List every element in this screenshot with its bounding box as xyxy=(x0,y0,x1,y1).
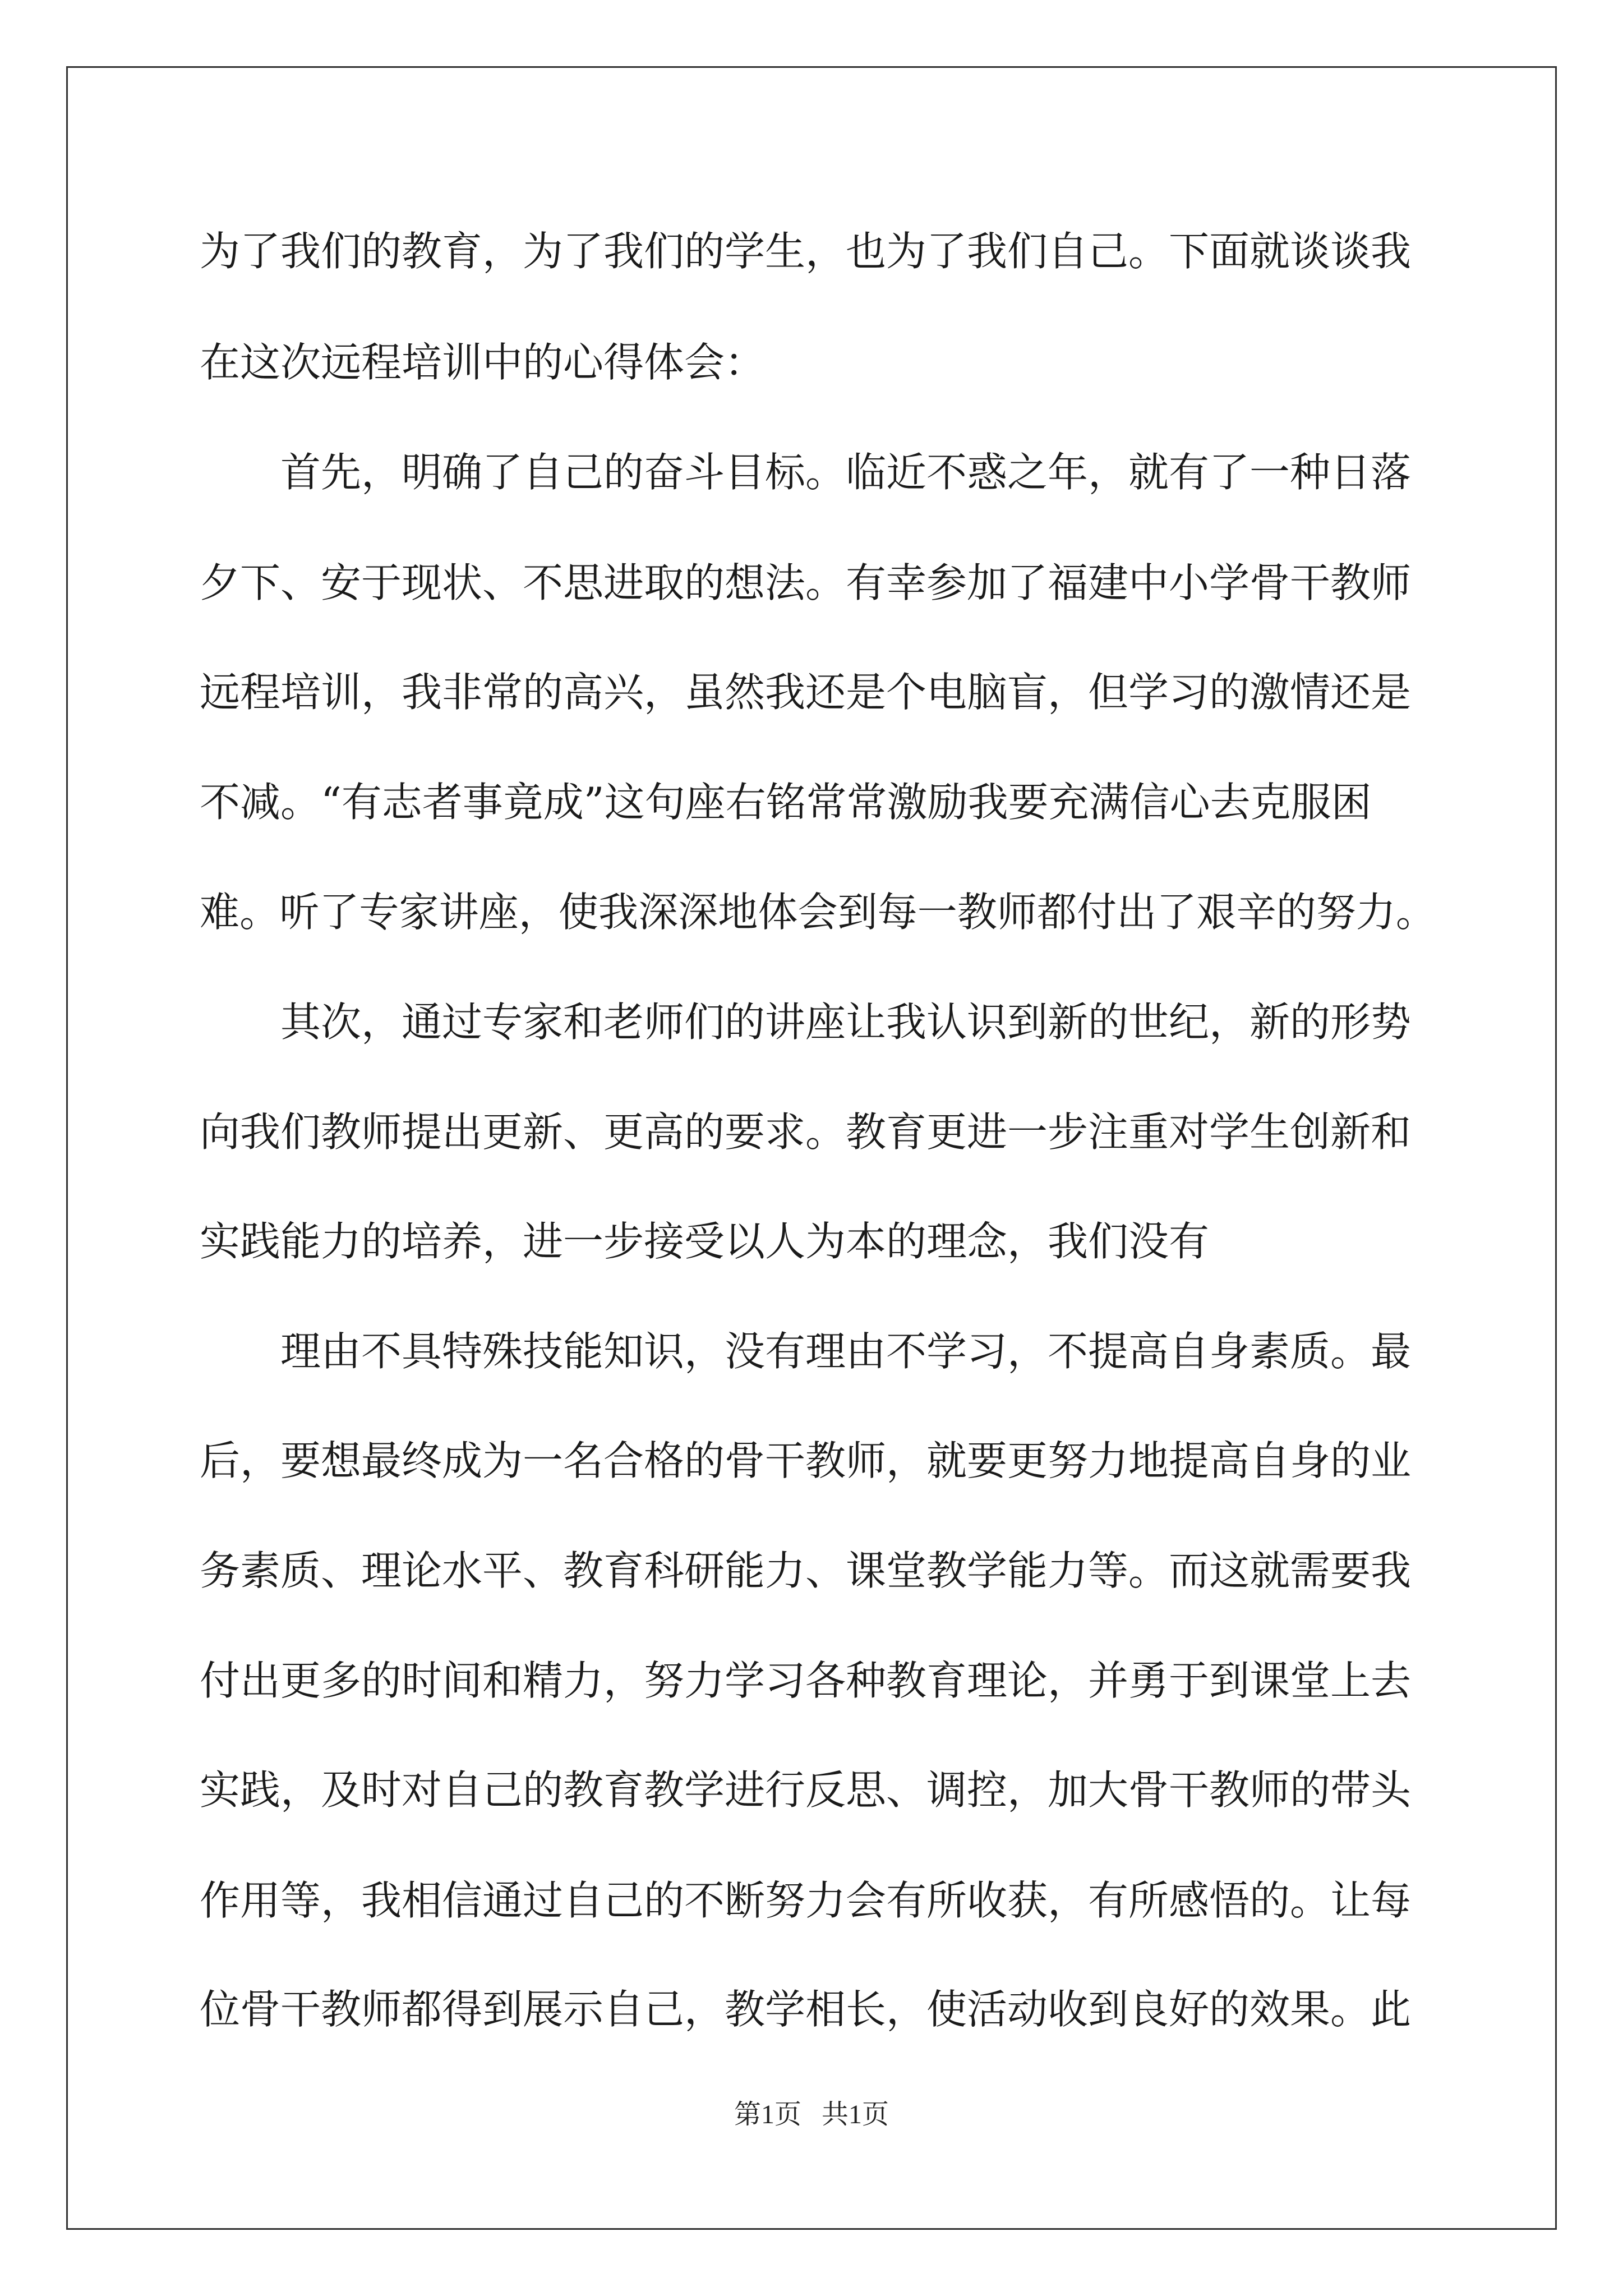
text-line: 付出更多的时间和精力，努力学习各种教育理论，并勇于到课堂上去 xyxy=(200,1657,1412,1704)
text-line: 务素质、理论水平、教育科研能力、课堂教学能力等。而这就需要我 xyxy=(200,1547,1412,1594)
text-line: 在这次远程培训中的心得体会： xyxy=(200,339,766,386)
text-line: 不减。“有志者事竟成”这句座右铭常常激励我要充满信心去克服困 xyxy=(200,779,1372,826)
text-line: 为了我们的教育，为了我们的学生，也为了我们自己。下面就谈谈我 xyxy=(200,228,1412,275)
text-line: 向我们教师提出更新、更高的要求。教育更进一步注重对学生创新和 xyxy=(200,1108,1412,1156)
text-line: 首先，明确了自己的奋斗目标。临近不惑之年，就有了一种日落 xyxy=(280,449,1412,496)
text-line: 作用等，我相信通过自己的不断努力会有所收获，有所感悟的。让每 xyxy=(200,1877,1412,1924)
text-line: 位骨干教师都得到展示自己，教学相长，使活动收到良好的效果。此 xyxy=(200,1986,1412,2033)
text-line: 实践，及时对自己的教育教学进行反思、调控，加大骨干教师的带头 xyxy=(200,1766,1412,1814)
text-line: 后，要想最终成为一名合格的骨干教师，就要更努力地提高自身的业 xyxy=(200,1437,1412,1484)
text-line: 夕下、安于现状、不思进取的想法。有幸参加了福建中小学骨干教师 xyxy=(200,559,1412,606)
text-line: 难。听了专家讲座，使我深深地体会到每一教师都付出了艰辛的努力。 xyxy=(200,889,1436,936)
page-number-footer: 第1页 共1页 xyxy=(734,2100,889,2129)
text-line: 理由不具特殊技能知识，没有理由不学习，不提高自身素质。最 xyxy=(280,1328,1412,1375)
text-line: 其次，通过专家和老师们的讲座让我认识到新的世纪，新的形势 xyxy=(280,999,1412,1046)
text-line: 远程培训，我非常的高兴，虽然我还是个电脑盲，但学习的激情还是 xyxy=(200,669,1412,716)
text-line: 实践能力的培养，进一步接受以人为本的理念，我们没有 xyxy=(200,1218,1210,1265)
